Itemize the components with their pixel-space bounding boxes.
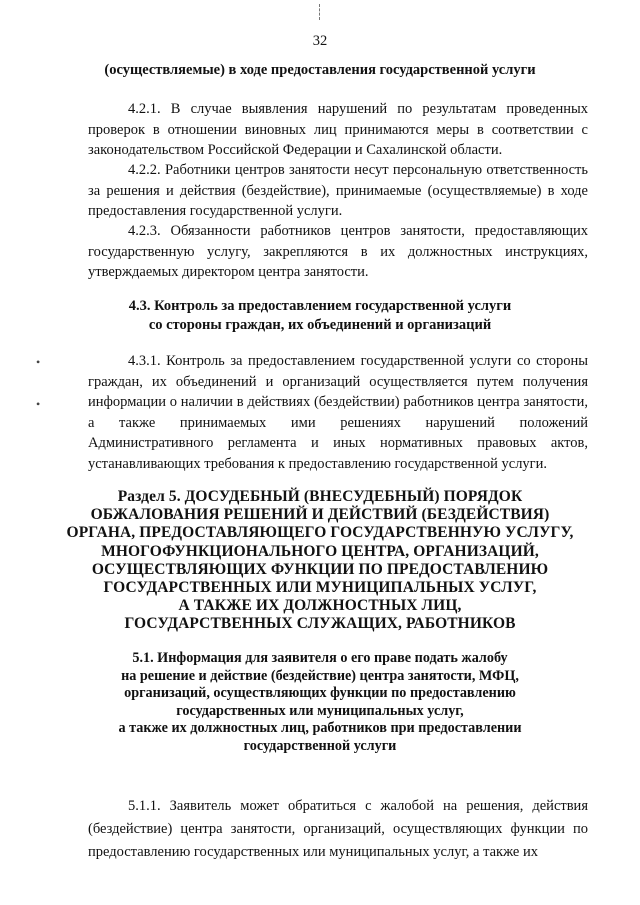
paragraph-4-2-3: 4.2.3. Обязанности работников центров занятости, предоставляющих государственную услугу, закрепляются в их должностных инструкциях, утверждаемых директором центра занятости.: [88, 223, 588, 280]
margin-dot: •: [36, 397, 41, 411]
heading-5-1-line: государственных или муниципальных услуг,: [176, 702, 464, 719]
heading-4-3: [80, 297, 560, 334]
paragraph-5-1-1: 5.1.1. Заявитель может обратиться с жалобой на решения, действия (бездействие) центра занятости, организаций, осуществляющих функции по предоставлению государственных или муниципальных услуг, а также их: [88, 798, 588, 860]
heading-5-1-line: организаций, осуществляющих функции по предоставлению: [124, 685, 516, 701]
heading-4-3-line: со стороны граждан, их объединений и организаций: [148, 316, 492, 333]
heading-5-1-line: на решение и действие (бездействие) центра занятости, МФЦ,: [121, 667, 519, 684]
binding-mark: [319, 4, 321, 20]
section-5-title-line: ГОСУДАРСТВЕННЫХ СЛУЖАЩИХ, РАБОТНИКОВ: [124, 615, 516, 633]
section-5-title-line: ОСУЩЕСТВЛЯЮЩИХ ФУНКЦИИ ПО ПРЕДОСТАВЛЕНИЮ: [91, 560, 549, 578]
paragraph-4-2-1: 4.2.1. В случае выявления нарушений по результатам проведенных проверок в отношении виновных лиц принимаются меры в соответствии с законодательством Российской Федерации и Сахалинской области.: [88, 101, 588, 158]
section-5-title-line: МНОГОФУНКЦИОНАЛЬНОГО ЦЕНТРА, ОРГАНИЗАЦИЙ,: [101, 542, 539, 560]
paragraph-4-3-1: 4.3.1. Контроль за предоставлением государственной услуги со стороны граждан, их объединений и организаций осуществляется путем получения информации о наличии в действиях (бездействии) работников центра занятости, а также принимаемых ими решениях нарушений положений Административного регламента и иных нормативных правовых актов, устанавливающих требования к предоставлению государственной услуги.: [88, 353, 588, 472]
section-5-title-line: Раздел 5. ДОСУДЕБНЫЙ (ВНЕСУДЕБНЫЙ) ПОРЯДОК: [117, 488, 523, 505]
section-5-title: [64, 488, 576, 634]
heading-5-1-line: а также их должностных лиц, работников при предоставлении: [118, 720, 522, 736]
paragraph-4-2-2: 4.2.2. Работники центров занятости несут персональную ответственность за решения и действия (бездействие), принимаемые (осуществляемые) в ходе предоставления государственной услуги.: [88, 162, 588, 219]
heading-5-1: [80, 650, 560, 755]
heading-5-1-line: 5.1. Информация для заявителя о его праве подать жалобу: [132, 650, 508, 666]
heading-5-1-line: государственной услуги: [243, 737, 397, 754]
section-5-title-line: ОБЖАЛОВАНИЯ РЕШЕНИЙ И ДЕЙСТВИЙ (БЕЗДЕЙСТВИЯ): [90, 506, 550, 524]
continued-heading: (осуществляемые) в ходе предоставления государственной услуги: [104, 62, 536, 78]
section-5-title-line: ОРГАНА, ПРЕДОСТАВЛЯЮЩЕГО ГОСУДАРСТВЕННУЮ УСЛУГУ,: [66, 524, 574, 542]
margin-dot: •: [36, 355, 41, 369]
section-5-title-line: ГОСУДАРСТВЕННЫХ ИЛИ МУНИЦИПАЛЬНЫХ УСЛУГ,: [103, 579, 537, 597]
heading-4-3-line: 4.3. Контроль за предоставлением государственной услуги: [128, 298, 512, 314]
section-5-title-line: А ТАКЖЕ ИХ ДОЛЖНОСТНЫХ ЛИЦ,: [178, 597, 462, 615]
page-number: 32: [312, 33, 328, 49]
